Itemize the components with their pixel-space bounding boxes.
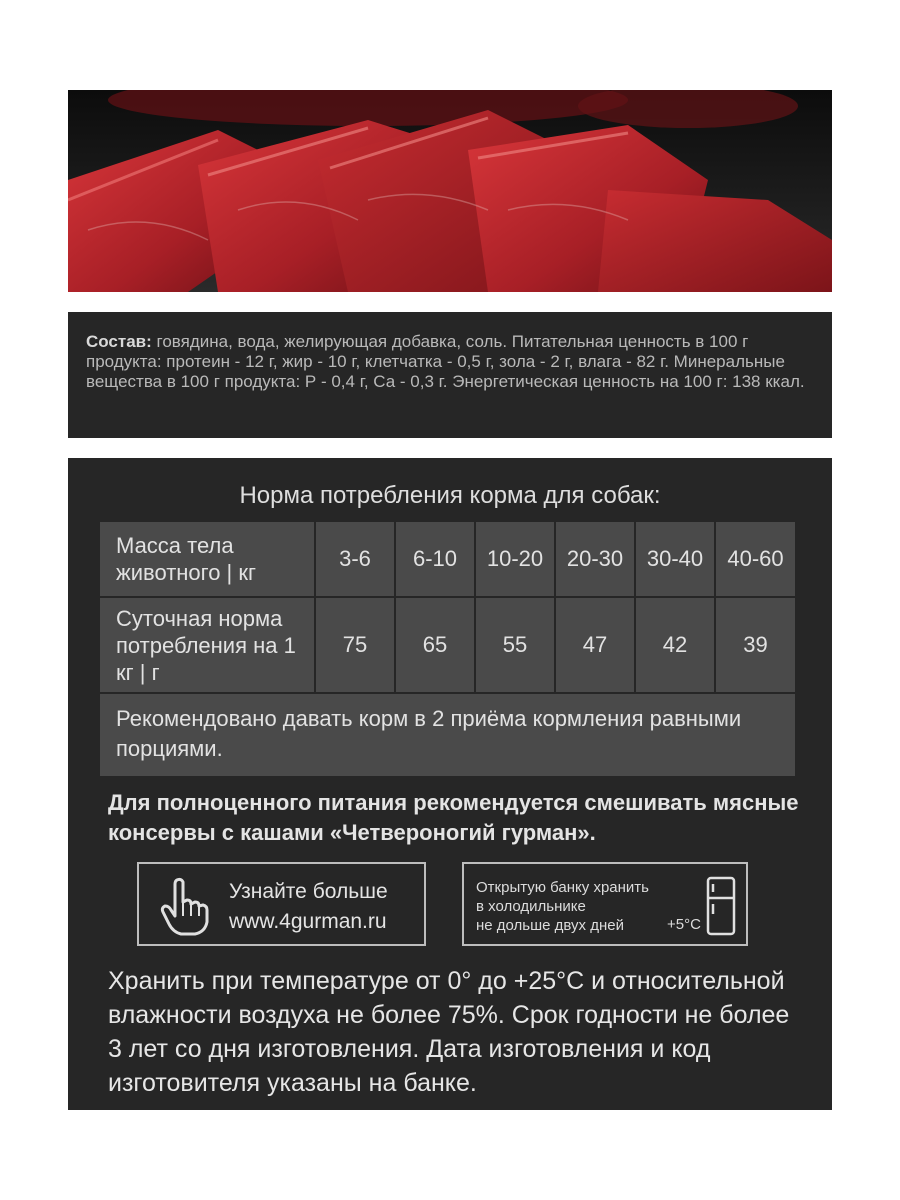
composition-block [68,312,832,438]
weight-cell: 30-40 [635,521,715,597]
pointing-hand-icon [157,876,213,936]
fridge-note-line: в холодильнике [476,898,586,915]
norm-table [98,520,797,778]
meat-photo [68,90,832,292]
weight-cell: 6-10 [395,521,475,597]
feeding-note: Рекомендовано давать корм в 2 приёма кормления равными порциями. [99,693,796,777]
amount-cell: 39 [715,597,796,693]
norm-title: Норма потребления корма для собак: [239,482,661,509]
weight-label: Масса тела животного | кг [99,521,315,597]
weight-cell: 20-30 [555,521,635,597]
weight-cell: 40-60 [715,521,796,597]
advice-text: Для полноценного питания рекомендуется смешивать мясные консервы с кашами «Четвероногий гурман». [108,790,799,845]
weight-cell: 10-20 [475,521,555,597]
composition-text: говядина, вода, желирующая добавка, соль. Питательная ценность в 100 г продукта: протеин - 12 г, жир - 10 г, клетчатка - 0,5 г, зола - 2 г, влага - 82 г. Минеральные вещества в 100 г продукта: Р - 0,4 г, Са - 0,3 г. Энергетическая ценность на 100 г: 138 ккал. [86,332,805,391]
amount-label: Суточная норма потребления на 1 кг | г [99,597,315,693]
amount-cell: 75 [315,597,395,693]
learn-more-box[interactable] [137,862,426,946]
learn-more-label: Узнайте больше [229,880,388,903]
amount-cell: 42 [635,597,715,693]
website-link[interactable]: www.4gurman.ru [229,910,387,933]
fridge-note-line: не дольше двух дней [476,917,624,934]
fridge-note-line: Открытую банку хранить [476,879,649,896]
fridge-note-text [476,878,649,935]
amount-cell: 65 [395,597,475,693]
meat-slices-image [68,90,832,292]
storage-conditions: Хранить при температуре от 0° до +25°С и относительной влажности воздуха не более 75%. Срок годности не более 3 лет со дня изготовления. Дата изготовления и код изготовителя указаны на банке. [108,967,790,1097]
composition-label: Состав: [86,332,152,351]
feeding-panel [68,458,832,1110]
weight-cell: 3-6 [315,521,395,597]
fridge-note-box [462,862,748,946]
table-row [99,693,796,777]
fridge-icon [706,876,736,936]
fridge-temperature: +5°C [667,916,701,933]
table-row [99,597,796,693]
amount-cell: 55 [475,597,555,693]
amount-cell: 47 [555,597,635,693]
table-row [99,521,796,597]
